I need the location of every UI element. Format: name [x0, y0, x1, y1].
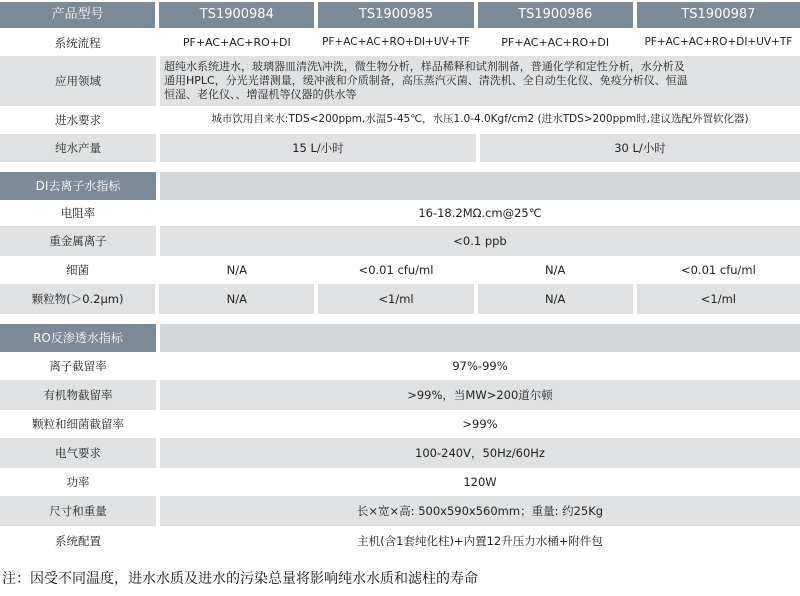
- output-label: 纯水产量: [0, 134, 156, 162]
- ro-section-fill: [160, 324, 800, 352]
- particles-value-2: <1/ml: [318, 284, 473, 314]
- inlet-value: 城市饮用自来水:TDS<200ppm,水温5-45℃，水压1.0-4.0Kgf/cm2 (进水TDS>200ppm时,建议选配外置软化器): [160, 106, 800, 134]
- application-label: 应用领域: [0, 56, 156, 106]
- particles-row: [0, 284, 800, 314]
- heavy-metal-label: 重金属离子: [0, 226, 156, 256]
- power-req-label: 电气要求: [0, 438, 156, 468]
- particles-value-3: N/A: [478, 284, 633, 314]
- bacteria-label: 细菌: [0, 256, 155, 284]
- header-row: [0, 2, 800, 28]
- ro-section-row: [0, 324, 800, 352]
- particle-bacteria-row: [0, 410, 800, 438]
- output-row: [0, 134, 800, 162]
- model-3: TS1900986: [478, 2, 633, 28]
- bacteria-value-2: <0.01 cfu/ml: [318, 256, 473, 284]
- particles-label: 颗粒物(＞0.2μm): [0, 284, 155, 314]
- product-label: 产品型号: [0, 2, 155, 28]
- bacteria-value-1: N/A: [159, 256, 314, 284]
- ro-section-title: RO反渗透水指标: [0, 324, 156, 352]
- process-value-3: PF+AC+AC+RO+DI: [478, 30, 633, 56]
- model-1: TS1900984: [159, 2, 314, 28]
- application-line-2: 通用HPLC，分光光谱测量，缓冲液和介质制备，高压蒸汽灭菌、清洗机、全自动生化仪、免疫分析仪、恒温: [164, 74, 688, 88]
- size-weight-value: 长×宽×高: 500x590x560mm；重量: 约25Kg: [160, 496, 800, 526]
- power-label: 功率: [0, 468, 156, 496]
- size-weight-label: 尺寸和重量: [0, 496, 156, 526]
- resistivity-value: 16-18.2MΩ.cm@25℃: [160, 200, 800, 226]
- config-label: 系统配置: [0, 526, 156, 556]
- power-req-value: 100-240V，50Hz/60Hz: [160, 438, 800, 468]
- config-row: [0, 526, 800, 556]
- particles-value-4: <1/ml: [637, 284, 800, 314]
- organic-rejection-label: 有机物截留率: [0, 380, 156, 410]
- power-req-row: [0, 438, 800, 468]
- di-section-title: DI去离子水指标: [0, 172, 156, 200]
- process-value-1: PF+AC+AC+RO+DI: [159, 30, 314, 56]
- di-section-row: [0, 172, 800, 200]
- size-weight-row: [0, 496, 800, 526]
- resistivity-row: [0, 200, 800, 226]
- ion-rejection-value: 97%-99%: [160, 352, 800, 380]
- process-row: [0, 30, 800, 56]
- particles-value-1: N/A: [159, 284, 314, 314]
- application-line-1: 超纯水系统进水，玻璃器皿清洗\冲洗，微生物分析，样品稀释和试剂制备，普通化学和定性分析，水分析及: [164, 60, 685, 74]
- model-4: TS1900987: [637, 2, 800, 28]
- particle-bacteria-label: 颗粒和细菌截留率: [0, 410, 156, 438]
- process-value-2: PF+AC+AC+RO+DI+UV+TF: [318, 30, 473, 56]
- inlet-row: [0, 106, 800, 134]
- output-value-1: 15 L/小时: [160, 134, 476, 162]
- bacteria-value-4: <0.01 cfu/ml: [637, 256, 800, 284]
- model-2: TS1900985: [318, 2, 473, 28]
- inlet-label: 进水要求: [0, 106, 156, 134]
- output-value-2: 30 L/小时: [480, 134, 800, 162]
- organic-rejection-value: >99%，当MW>200道尔顿: [160, 380, 800, 410]
- bacteria-row: [0, 256, 800, 284]
- ion-rejection-label: 离子截留率: [0, 352, 156, 380]
- heavy-metal-row: [0, 226, 800, 256]
- di-section-fill: [160, 172, 800, 200]
- footnote: 注：因受不同温度，进水水质及进水的污染总量将影响纯水水质和滤柱的寿命: [2, 571, 478, 587]
- ion-rejection-row: [0, 352, 800, 380]
- application-value: [160, 56, 800, 106]
- config-value: 主机(含1套纯化柱)+内置12升压力水桶+附件包: [160, 526, 800, 556]
- application-row: [0, 56, 800, 106]
- process-label: 系统流程: [0, 30, 155, 56]
- heavy-metal-value: <0.1 ppb: [160, 226, 800, 256]
- bacteria-value-3: N/A: [478, 256, 633, 284]
- organic-rejection-row: [0, 380, 800, 410]
- application-line-3: 恒湿、老化仪、、增湿机等仪器的供水等: [164, 87, 357, 101]
- power-value: 120W: [160, 468, 800, 496]
- process-value-4: PF+AC+AC+RO+DI+UV+TF: [637, 30, 800, 56]
- resistivity-label: 电阻率: [0, 200, 156, 226]
- particle-bacteria-value: >99%: [160, 410, 800, 438]
- power-row: [0, 468, 800, 496]
